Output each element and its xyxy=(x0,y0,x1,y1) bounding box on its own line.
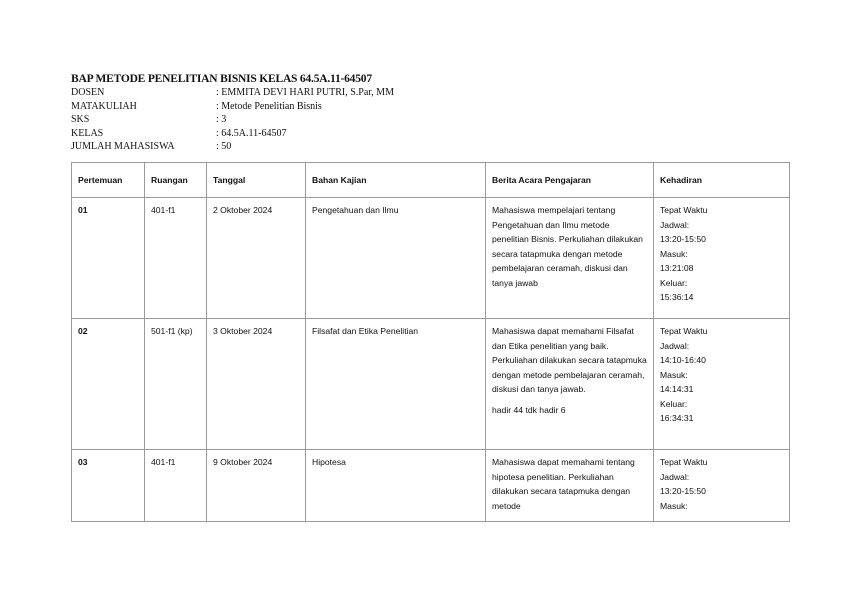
kehadiran-line: Jadwal: xyxy=(660,340,690,351)
kehadiran-line: Keluar: xyxy=(660,277,688,288)
table-header-row xyxy=(72,163,790,198)
kehadiran-line: 16:34:31 xyxy=(660,413,694,423)
cell-tanggal: 3 Oktober 2024 xyxy=(207,319,306,450)
cell-berita-acara xyxy=(486,450,654,522)
kehadiran-line: 13:20-15:50 xyxy=(660,486,706,496)
meta-kelas xyxy=(71,127,394,141)
cell-kehadiran xyxy=(654,319,790,450)
kehadiran-status: Tepat Waktu xyxy=(660,205,708,215)
column-header: Bahan Kajian xyxy=(306,163,486,198)
column-header: Berita Acara Pengajaran xyxy=(486,163,654,198)
cell-tanggal: 9 Oktober 2024 xyxy=(207,450,306,522)
page-title: BAP METODE PENELITIAN BISNIS KELAS 64.5A.11-64507 xyxy=(71,73,372,85)
kehadiran-line: Jadwal: xyxy=(660,471,690,482)
meta-label: SKS xyxy=(71,114,90,125)
cell-pertemuan: 01 xyxy=(72,198,145,319)
column-header: Tanggal xyxy=(207,163,306,198)
cell-ruangan: 401-f1 xyxy=(145,450,207,522)
document-header xyxy=(71,72,394,154)
meta-value: : EMMITA DEVI HARI PUTRI, S.Par, MM xyxy=(216,87,394,98)
cell-pertemuan: 03 xyxy=(72,450,145,522)
column-header: Kehadiran xyxy=(654,163,790,198)
meta-label: MATAKULIAH xyxy=(71,100,137,112)
meta-value: : 64.5A.11-64507 xyxy=(216,127,287,139)
meta-label: JUMLAH MAHASISWA xyxy=(71,141,175,152)
kehadiran-line: Masuk: xyxy=(660,500,688,511)
kehadiran-status: Tepat Waktu xyxy=(660,457,708,467)
berita-text: Mahasiswa dapat memahami Filsafat dan Etika penelitian yang baik. Perkuliahan dilakukan secara tatapmuka dengan metode pembelajaran ceramah, diskusi dan tanya jawab. xyxy=(492,326,647,394)
cell-tanggal: 2 Oktober 2024 xyxy=(207,198,306,319)
kehadiran-status: Tepat Waktu xyxy=(660,326,708,336)
cell-kehadiran xyxy=(654,450,790,522)
bap-table xyxy=(71,162,790,522)
kehadiran-line: Jadwal: xyxy=(660,219,690,230)
table-row xyxy=(72,198,790,319)
cell-ruangan: 401-f1 xyxy=(145,198,207,319)
berita-text: Mahasiswa mempelajari tentang Pengetahuan dan Ilmu metode penelitian Bisnis. Perkuliahan dilakukan secara tatapmuka dengan metode pembelajaran ceramah, diskusi dan tanya jawab xyxy=(492,205,643,288)
column-header: Pertemuan xyxy=(72,163,145,198)
meta-matakuliah xyxy=(71,100,394,114)
cell-berita-acara xyxy=(486,319,654,450)
cell-bahan-kajian: Filsafat dan Etika Penelitian xyxy=(306,319,486,450)
cell-ruangan: 501-f1 (kp) xyxy=(145,319,207,450)
kehadiran-line: Keluar: xyxy=(660,398,688,409)
cell-kehadiran xyxy=(654,198,790,319)
kehadiran-line: Masuk: xyxy=(660,248,688,259)
kehadiran-line: 13:20-15:50 xyxy=(660,234,706,244)
cell-bahan-kajian: Pengetahuan dan Ilmu xyxy=(306,198,486,319)
table-row xyxy=(72,319,790,450)
column-header: Ruangan xyxy=(145,163,207,198)
berita-text: Mahasiswa dapat memahami tentang hipotesa penelitian. Perkuliahan dilakukan secara tatapmuka dengan metode xyxy=(492,457,635,511)
meta-value: : 3 xyxy=(216,114,227,125)
kehadiran-line: 14:10-16:40 xyxy=(660,355,706,365)
meta-sks xyxy=(71,113,394,127)
meta-dosen xyxy=(71,86,394,100)
kehadiran-line: 15:36:14 xyxy=(660,292,694,302)
cell-bahan-kajian: Hipotesa xyxy=(306,450,486,522)
cell-pertemuan: 02 xyxy=(72,319,145,450)
kehadiran-line: Masuk: xyxy=(660,369,688,380)
meta-value: : Metode Penelitian Bisnis xyxy=(216,100,322,112)
meta-jumlah-mahasiswa xyxy=(71,140,394,154)
table-row xyxy=(72,450,790,522)
meta-value: : 50 xyxy=(216,141,232,152)
cell-berita-acara xyxy=(486,198,654,319)
berita-note: hadir 44 tdk hadir 6 xyxy=(492,404,566,415)
kehadiran-line: 13:21:08 xyxy=(660,263,694,273)
meta-label: KELAS xyxy=(71,127,104,139)
meta-label: DOSEN xyxy=(71,87,105,98)
kehadiran-line: 14:14:31 xyxy=(660,384,694,394)
